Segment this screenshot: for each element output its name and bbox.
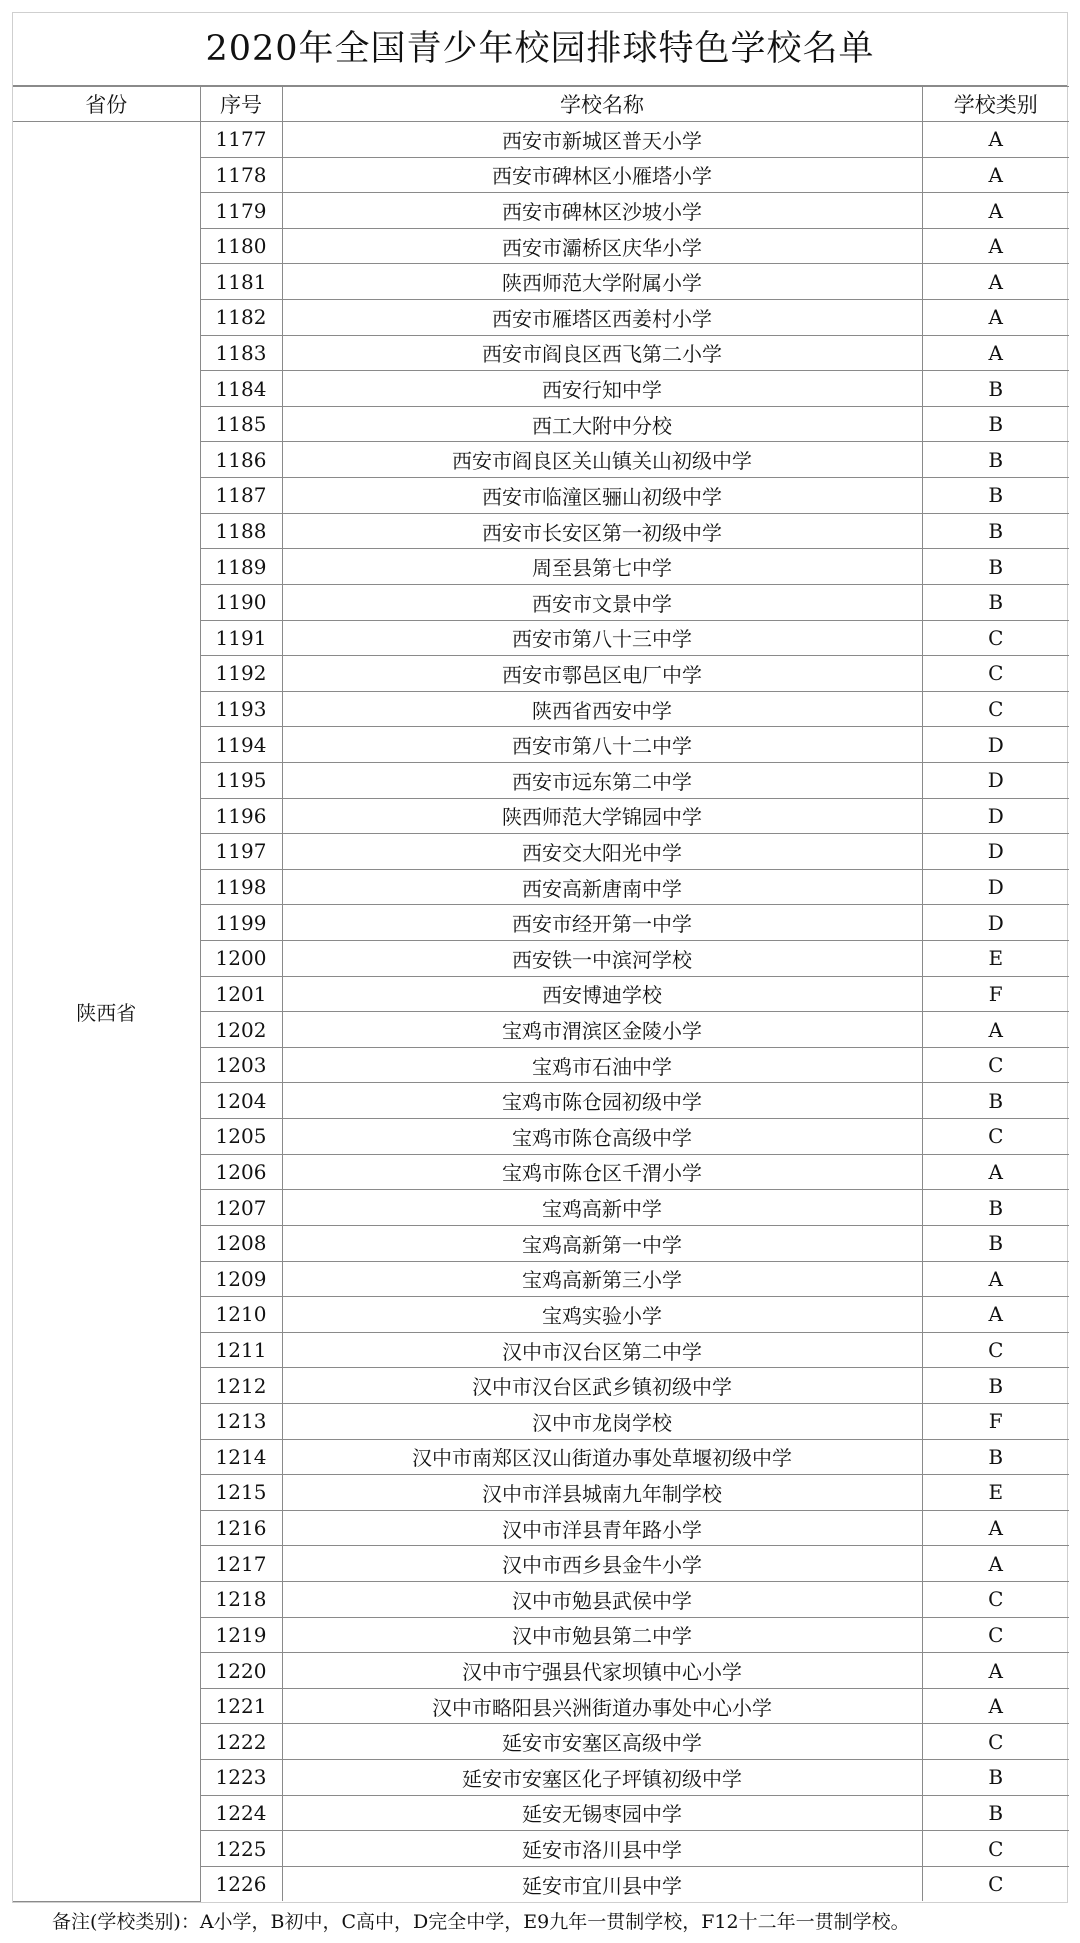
category-cell: B — [922, 1190, 1069, 1226]
school-name-cell: 汉中市龙岗学校 — [282, 1403, 922, 1439]
number-cell: 1217 — [200, 1546, 282, 1582]
number-cell: 1198 — [200, 869, 282, 905]
number-cell: 1206 — [200, 1154, 282, 1190]
category-cell: E — [922, 1475, 1069, 1511]
category-cell: B — [922, 1760, 1069, 1796]
number-cell: 1180 — [200, 228, 282, 264]
number-cell: 1208 — [200, 1225, 282, 1261]
school-name-cell: 西安市灞桥区庆华小学 — [282, 228, 922, 264]
school-name-cell: 西安市远东第二中学 — [282, 762, 922, 798]
category-cell: A — [922, 264, 1069, 300]
school-name-cell: 西安市长安区第一初级中学 — [282, 513, 922, 549]
category-cell: A — [922, 1297, 1069, 1333]
category-cell: C — [922, 620, 1069, 656]
number-cell: 1226 — [200, 1866, 282, 1901]
school-name-cell: 宝鸡市陈仓园初级中学 — [282, 1083, 922, 1119]
category-cell: B — [922, 1368, 1069, 1404]
number-cell: 1204 — [200, 1083, 282, 1119]
number-cell: 1192 — [200, 656, 282, 692]
header-category: 学校类别 — [922, 87, 1069, 122]
school-name-cell: 陕西师范大学锦园中学 — [282, 798, 922, 834]
school-name-cell: 汉中市洋县城南九年制学校 — [282, 1475, 922, 1511]
number-cell: 1186 — [200, 442, 282, 478]
category-cell: D — [922, 762, 1069, 798]
category-cell: D — [922, 869, 1069, 905]
number-cell: 1220 — [200, 1653, 282, 1689]
number-cell: 1184 — [200, 371, 282, 407]
school-name-cell: 西安交大阳光中学 — [282, 834, 922, 870]
category-cell: B — [922, 549, 1069, 585]
school-name-cell: 汉中市略阳县兴洲街道办事处中心小学 — [282, 1688, 922, 1724]
category-cell: A — [922, 1154, 1069, 1190]
category-cell: A — [922, 300, 1069, 336]
category-cell: B — [922, 442, 1069, 478]
school-name-cell: 汉中市洋县青年路小学 — [282, 1510, 922, 1546]
category-cell: B — [922, 584, 1069, 620]
number-cell: 1225 — [200, 1831, 282, 1867]
number-cell: 1190 — [200, 584, 282, 620]
number-cell: 1197 — [200, 834, 282, 870]
category-cell: A — [922, 1546, 1069, 1582]
school-name-cell: 西安高新唐南中学 — [282, 869, 922, 905]
header-number: 序号 — [200, 87, 282, 122]
school-name-cell: 宝鸡市陈仓高级中学 — [282, 1119, 922, 1155]
school-list-sheet — [12, 12, 1068, 1903]
number-cell: 1185 — [200, 406, 282, 442]
school-name-cell: 西安市文景中学 — [282, 584, 922, 620]
category-cell: B — [922, 1439, 1069, 1475]
number-cell: 1207 — [200, 1190, 282, 1226]
category-cell: C — [922, 1724, 1069, 1760]
school-name-cell: 西安市雁塔区西姜村小学 — [282, 300, 922, 336]
school-name-cell: 西安市经开第一中学 — [282, 905, 922, 941]
category-cell: C — [922, 656, 1069, 692]
number-cell: 1199 — [200, 905, 282, 941]
school-name-cell: 西安铁一中滨河学校 — [282, 941, 922, 977]
number-cell: 1223 — [200, 1760, 282, 1796]
school-name-cell: 周至县第七中学 — [282, 549, 922, 585]
footnote: 备注(学校类别)：A小学，B初中，C高中，D完全中学，E9九年一贯制学校，F12十二年一贯制学校。 — [52, 1911, 910, 1933]
category-cell: C — [922, 1119, 1069, 1155]
header-school-name: 学校名称 — [282, 87, 922, 122]
number-cell: 1216 — [200, 1510, 282, 1546]
category-cell: B — [922, 406, 1069, 442]
province-cell: 陕西省 — [13, 122, 200, 1902]
number-cell: 1214 — [200, 1439, 282, 1475]
school-name-cell: 汉中市汉台区武乡镇初级中学 — [282, 1368, 922, 1404]
number-cell: 1210 — [200, 1297, 282, 1333]
category-cell: A — [922, 122, 1069, 158]
number-cell: 1224 — [200, 1795, 282, 1831]
school-name-cell: 宝鸡高新第三小学 — [282, 1261, 922, 1297]
school-name-cell: 宝鸡高新中学 — [282, 1190, 922, 1226]
number-cell: 1219 — [200, 1617, 282, 1653]
category-cell: F — [922, 1403, 1069, 1439]
number-cell: 1202 — [200, 1012, 282, 1048]
school-name-cell: 西安市碑林区小雁塔小学 — [282, 157, 922, 193]
number-cell: 1215 — [200, 1475, 282, 1511]
school-name-cell: 延安市安塞区高级中学 — [282, 1724, 922, 1760]
category-cell: D — [922, 905, 1069, 941]
school-name-cell: 西安市阎良区西飞第二小学 — [282, 335, 922, 371]
number-cell: 1200 — [200, 941, 282, 977]
number-cell: 1209 — [200, 1261, 282, 1297]
school-name-cell: 延安市洛川县中学 — [282, 1831, 922, 1867]
number-cell: 1181 — [200, 264, 282, 300]
category-cell: C — [922, 1866, 1069, 1901]
category-cell: A — [922, 228, 1069, 264]
school-name-cell: 宝鸡市渭滨区金陵小学 — [282, 1012, 922, 1048]
category-cell: C — [922, 1581, 1069, 1617]
number-cell: 1179 — [200, 193, 282, 229]
school-name-cell: 宝鸡高新第一中学 — [282, 1225, 922, 1261]
category-cell: C — [922, 1332, 1069, 1368]
school-name-cell: 宝鸡市陈仓区千渭小学 — [282, 1154, 922, 1190]
category-cell: D — [922, 727, 1069, 763]
school-name-cell: 西安市新城区普天小学 — [282, 122, 922, 158]
school-name-cell: 宝鸡实验小学 — [282, 1297, 922, 1333]
school-table — [13, 86, 1069, 1902]
school-name-cell: 延安市宜川县中学 — [282, 1866, 922, 1901]
category-cell: B — [922, 1795, 1069, 1831]
category-cell: A — [922, 193, 1069, 229]
number-cell: 1205 — [200, 1119, 282, 1155]
number-cell: 1196 — [200, 798, 282, 834]
number-cell: 1189 — [200, 549, 282, 585]
school-name-cell: 西安博迪学校 — [282, 976, 922, 1012]
category-cell: C — [922, 1831, 1069, 1867]
number-cell: 1213 — [200, 1403, 282, 1439]
number-cell: 1187 — [200, 478, 282, 514]
category-cell: A — [922, 1653, 1069, 1689]
number-cell: 1177 — [200, 122, 282, 158]
category-cell: A — [922, 157, 1069, 193]
category-cell: B — [922, 371, 1069, 407]
school-name-cell: 西安市第八十二中学 — [282, 727, 922, 763]
table-row — [13, 122, 1069, 158]
number-cell: 1203 — [200, 1047, 282, 1083]
school-name-cell: 西安市碑林区沙坡小学 — [282, 193, 922, 229]
number-cell: 1178 — [200, 157, 282, 193]
category-cell: A — [922, 1688, 1069, 1724]
document-title: 2020年全国青少年校园排球特色学校名单 — [13, 13, 1067, 86]
category-cell: C — [922, 1617, 1069, 1653]
category-cell: D — [922, 798, 1069, 834]
category-cell: B — [922, 513, 1069, 549]
number-cell: 1222 — [200, 1724, 282, 1760]
school-name-cell: 延安市安塞区化子坪镇初级中学 — [282, 1760, 922, 1796]
school-name-cell: 汉中市汉台区第二中学 — [282, 1332, 922, 1368]
number-cell: 1194 — [200, 727, 282, 763]
school-name-cell: 汉中市勉县武侯中学 — [282, 1581, 922, 1617]
school-name-cell: 西安市鄠邑区电厂中学 — [282, 656, 922, 692]
school-name-cell: 西安行知中学 — [282, 371, 922, 407]
school-name-cell: 汉中市西乡县金牛小学 — [282, 1546, 922, 1582]
number-cell: 1188 — [200, 513, 282, 549]
category-cell: B — [922, 1225, 1069, 1261]
school-name-cell: 延安无锡枣园中学 — [282, 1795, 922, 1831]
category-cell: C — [922, 691, 1069, 727]
school-name-cell: 陕西师范大学附属小学 — [282, 264, 922, 300]
category-cell: A — [922, 335, 1069, 371]
category-cell: B — [922, 1083, 1069, 1119]
number-cell: 1183 — [200, 335, 282, 371]
category-cell: A — [922, 1012, 1069, 1048]
school-name-cell: 西安市临潼区骊山初级中学 — [282, 478, 922, 514]
school-name-cell: 西工大附中分校 — [282, 406, 922, 442]
number-cell: 1195 — [200, 762, 282, 798]
category-cell: A — [922, 1261, 1069, 1297]
school-name-cell: 西安市第八十三中学 — [282, 620, 922, 656]
category-cell: B — [922, 478, 1069, 514]
header-row — [13, 87, 1069, 122]
number-cell: 1212 — [200, 1368, 282, 1404]
category-cell: E — [922, 941, 1069, 977]
school-name-cell: 西安市阎良区关山镇关山初级中学 — [282, 442, 922, 478]
school-name-cell: 汉中市勉县第二中学 — [282, 1617, 922, 1653]
category-cell: A — [922, 1510, 1069, 1546]
school-name-cell: 宝鸡市石油中学 — [282, 1047, 922, 1083]
number-cell: 1211 — [200, 1332, 282, 1368]
category-cell: C — [922, 1047, 1069, 1083]
number-cell: 1182 — [200, 300, 282, 336]
number-cell: 1191 — [200, 620, 282, 656]
header-province: 省份 — [13, 87, 200, 122]
number-cell: 1221 — [200, 1688, 282, 1724]
number-cell: 1218 — [200, 1581, 282, 1617]
number-cell: 1193 — [200, 691, 282, 727]
category-cell: F — [922, 976, 1069, 1012]
category-cell: D — [922, 834, 1069, 870]
table-body — [13, 122, 1069, 1902]
school-name-cell: 陕西省西安中学 — [282, 691, 922, 727]
school-name-cell: 汉中市宁强县代家坝镇中心小学 — [282, 1653, 922, 1689]
school-name-cell: 汉中市南郑区汉山街道办事处草堰初级中学 — [282, 1439, 922, 1475]
number-cell: 1201 — [200, 976, 282, 1012]
